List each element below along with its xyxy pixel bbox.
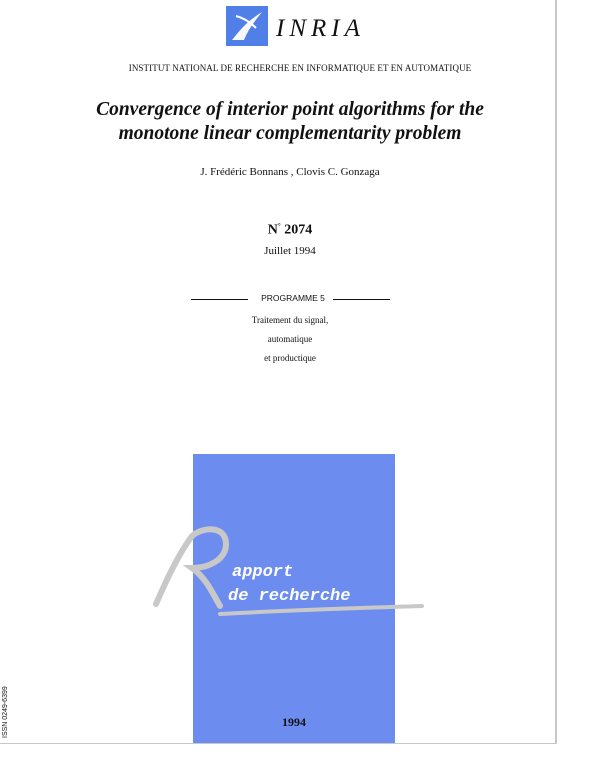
recherche-text: de recherche: [228, 587, 351, 606]
underline-swash: [220, 606, 422, 614]
page-frame-bottom: [0, 743, 557, 744]
swallow-icon: [226, 6, 268, 46]
programme-rule-right: [333, 299, 390, 300]
report-date: Juillet 1994: [264, 245, 316, 257]
cover-year: 1994: [282, 715, 306, 729]
report-title: [40, 98, 540, 146]
rapport-de-recherche-mark: [150, 520, 430, 620]
programme-rule-left: [191, 299, 248, 300]
issn-number: ISSN 0249-6399: [2, 686, 9, 738]
number-prefix: N: [267, 222, 278, 238]
programme-label: PROGRAMME 5: [261, 293, 325, 303]
page-frame-right: [555, 0, 557, 744]
number-value: 2074: [284, 222, 313, 238]
institute-name: INSTITUT NATIONAL DE RECHERCHE EN INFORMATIQUE ET EN AUTOMATIQUE: [128, 63, 472, 73]
r-swash: [156, 529, 226, 606]
theme-line-2: automatique: [267, 334, 313, 344]
title-line-1: Convergence of interior point algorithms for the: [96, 99, 484, 120]
title-line-2: monotone linear complementarity problem: [118, 123, 462, 144]
inria-logo: [226, 6, 396, 48]
rapport-text: apport: [232, 563, 294, 582]
report-number: [0, 222, 580, 239]
theme-line-3: et productique: [264, 353, 316, 363]
logo-wordmark: INRIA: [276, 15, 365, 42]
number-degree: °: [277, 222, 281, 230]
inria-logo-emblem: [226, 6, 268, 46]
theme-line-1: Traitement du signal,: [251, 315, 329, 325]
authors: J. Frédéric Bonnans , Clovis C. Gonzaga: [200, 166, 380, 178]
